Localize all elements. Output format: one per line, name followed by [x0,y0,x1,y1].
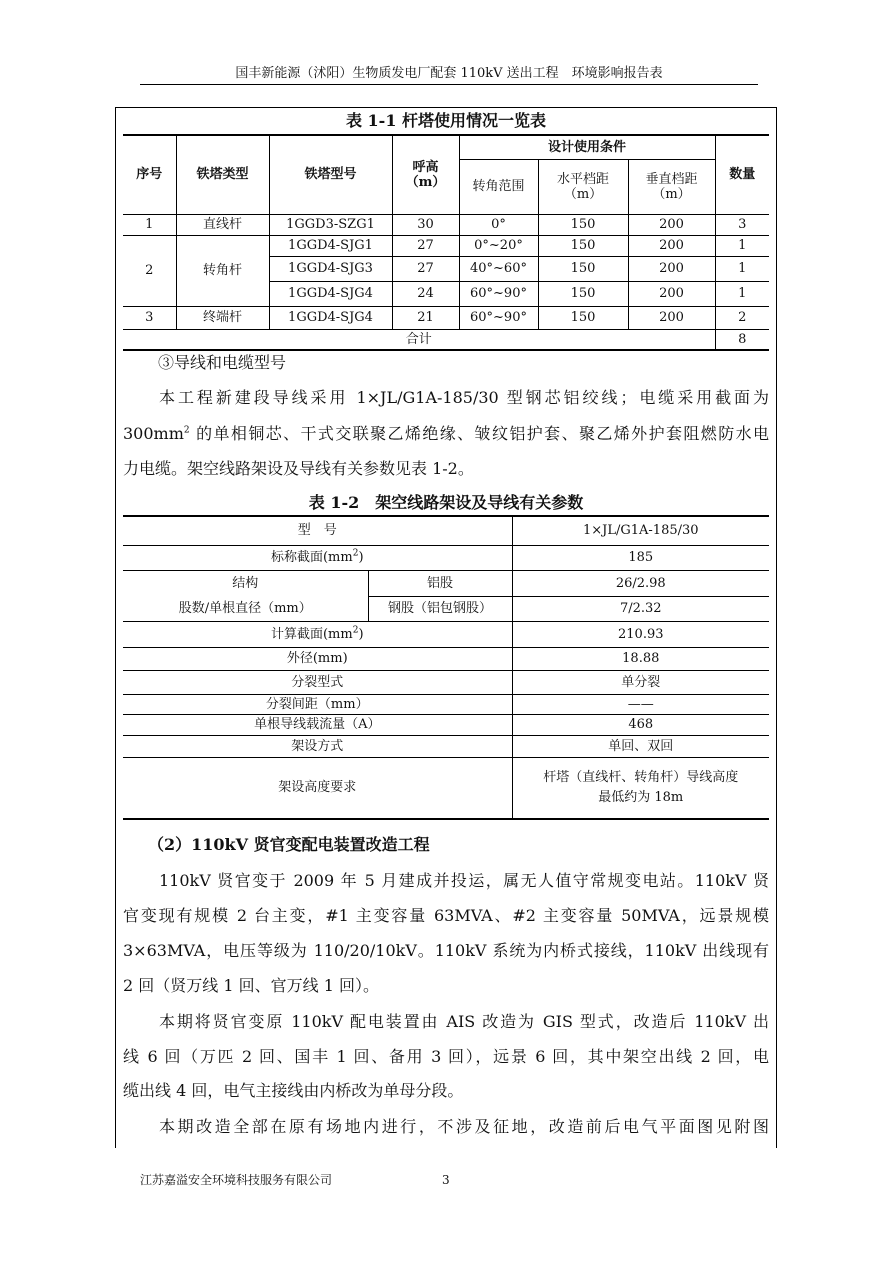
area-label [123,545,512,570]
height-req-label: 架设高度要求 [123,757,512,819]
th-vspan-l1: 垂直档距 [645,171,698,187]
aluminum-label: 铝股 [368,570,512,596]
cell-angle: 0° [459,214,538,235]
th-angle: 转角范围 [459,159,538,214]
text-run: ) [358,550,364,565]
cell-vspan: 200 [628,281,715,306]
cell-qty: 1 [715,256,769,281]
table1-title: 表 1-1 杆塔使用情况一览表 [345,111,547,130]
cell-angle: 0°~20° [459,235,538,256]
cell-hspan: 150 [538,235,628,256]
steel-label: 钢股（铝包钢股） [368,596,512,621]
height-req-value [512,757,769,819]
th-height-l2: （m） [405,174,446,190]
text-run: 计算截面(mm [270,626,353,642]
cell-model: 1GGD4-SJG4 [269,281,392,306]
cell-qty: 1 [715,235,769,256]
current-label: 单根导线载流量（A） [123,714,512,735]
th-conditions: 设计使用条件 [459,135,715,159]
cell-model: 1GGD4-SJG1 [269,235,392,256]
cell-height: 21 [392,306,459,329]
cell-type: 转角杆 [176,235,269,306]
p2-line3: 缆出线 4 回，电气主接线由内桥改为单母分段。 [123,1081,464,1100]
running-header: 国丰新能源（沭阳）生物质发电厂配套 110kV 送出工程 环境影响报告表 [235,66,663,81]
cell-seq: 3 [123,306,176,329]
cell-height: 24 [392,281,459,306]
th-height [392,135,459,214]
p1-line4: 2 回（贤万线 1 回、官万线 1 回）。 [123,976,379,995]
cell-height: 30 [392,214,459,235]
th-hspan-l2: （m） [563,186,603,202]
page-number: 3 [442,1173,450,1187]
p1-line2: 官变现有规模 2 台主变，#1 主变容量 63MVA、#2 主变容量 50MVA，远景规模 [123,906,769,925]
model-label: 型 号 [123,516,512,545]
section3-heading: ③导线和电缆型号 [158,353,287,372]
header-rule [140,84,758,85]
p2-line1: 本期将贤官变原 110kV 配电装置由 AIS 改造为 GIS 型式，改造后 110kV 出 [159,1012,769,1031]
section3-para-line2 [123,424,769,444]
cell-type: 终端杆 [176,306,269,329]
total-value: 8 [715,329,769,350]
steel-value: 7/2.32 [512,596,769,621]
footer-company: 江苏嘉溢安全环境科技服务有限公司 [140,1173,333,1187]
cell-model: 1GGD4-SJG3 [269,256,392,281]
split-spacing-value: —— [512,694,769,714]
cell-seq: 1 [123,214,176,235]
cell-vspan: 200 [628,256,715,281]
cell-model: 1GGD4-SJG4 [269,306,392,329]
cell-seq: 2 [123,235,176,306]
model-value: 1×JL/G1A-185/30 [512,516,769,545]
height-req-value-l2: 最低约为 18m [598,789,684,805]
th-vspan [628,159,715,214]
calc-area-value: 210.93 [512,621,769,647]
cell-height: 27 [392,235,459,256]
p1-line3: 3×63MVA，电压等级为 110/20/10kV。110kV 系统为内桥式接线，110kV 出线现有 [123,941,769,960]
outer-diameter-label: 外径(mm) [123,647,512,670]
cell-hspan: 150 [538,214,628,235]
superscript: 2 [352,625,359,636]
table-row [123,235,769,256]
cell-angle: 40°~60° [459,256,538,281]
th-seq: 序号 [123,135,176,214]
th-qty: 数量 [715,135,769,214]
cell-vspan: 200 [628,306,715,329]
erection-method-value: 单回、双回 [512,735,769,757]
total-row [123,329,769,350]
split-type-value: 单分裂 [512,670,769,694]
section3-para-line3: 力电缆。架空线路架设及导线有关参数见表 1-2。 [123,459,474,478]
outer-diameter-value: 18.88 [512,647,769,670]
cell-height: 27 [392,256,459,281]
aluminum-value: 26/2.98 [512,570,769,596]
height-req-value-l1: 杆塔（直线杆、转角杆）导线高度 [543,769,739,785]
calc-area-label [123,621,512,647]
cell-model: 1GGD3-SZG1 [269,214,392,235]
text-run: 标称截面(mm [270,550,353,565]
line-params-table [123,515,769,820]
th-model: 铁塔型号 [269,135,392,214]
structure-label [123,570,368,621]
th-hspan-l1: 水平档距 [556,171,609,187]
split-type-label: 分裂型式 [123,670,512,694]
erection-method-label: 架设方式 [123,735,512,757]
cell-qty: 1 [715,281,769,306]
split-spacing-label: 分裂间距（mm） [123,694,512,714]
text-run: 的单相铜芯、干式交联聚乙烯绝缘、皱纹铝护套、聚乙烯外护套阻燃防水电 [189,424,769,443]
cell-type: 直线杆 [176,214,269,235]
current-value: 468 [512,714,769,735]
table-row [123,306,769,329]
section3-para-line1: 本工程新建段导线采用 1×JL/G1A-185/30 型钢芯铝绞线；电缆采用截面为 [159,388,769,407]
tower-usage-table [123,134,769,351]
table2-title: 表 1-2 架空线路架设及导线有关参数 [308,493,584,512]
area-value: 185 [512,545,769,570]
cell-vspan: 200 [628,235,715,256]
th-hspan [538,159,628,214]
structure-label-l2: 股数/单根直径（mm） [178,600,312,616]
cell-angle: 60°~90° [459,281,538,306]
section2-heading: （2）110kV 贤官变配电装置改造工程 [148,835,430,854]
p2-line2: 线 6 回（万匹 2 回、国丰 1 回、备用 3 回），远景 6 回，其中架空出线 2 回，电 [123,1047,769,1066]
p1-line1: 110kV 贤官变于 2009 年 5 月建成并投运，属无人值守常规变电站。110kV 贤 [159,871,769,890]
th-type: 铁塔类型 [176,135,269,214]
cell-angle: 60°~90° [459,306,538,329]
th-height-l1: 呼高 [412,159,439,175]
structure-label-l1: 结构 [232,575,259,591]
cell-hspan: 150 [538,281,628,306]
th-vspan-l2: （m） [652,186,691,202]
cell-vspan: 200 [628,214,715,235]
text-run: 300mm [123,424,184,443]
cell-hspan: 150 [538,306,628,329]
text-run: ) [358,626,364,642]
cell-qty: 2 [715,306,769,329]
superscript: 2 [352,548,359,559]
table-row [123,214,769,235]
p3-line1: 本期改造全部在原有场地内进行，不涉及征地，改造前后电气平面图见附图 [159,1117,769,1136]
cell-qty: 3 [715,214,769,235]
cell-hspan: 150 [538,256,628,281]
superscript: 2 [183,425,190,436]
total-label: 合计 [123,329,715,350]
